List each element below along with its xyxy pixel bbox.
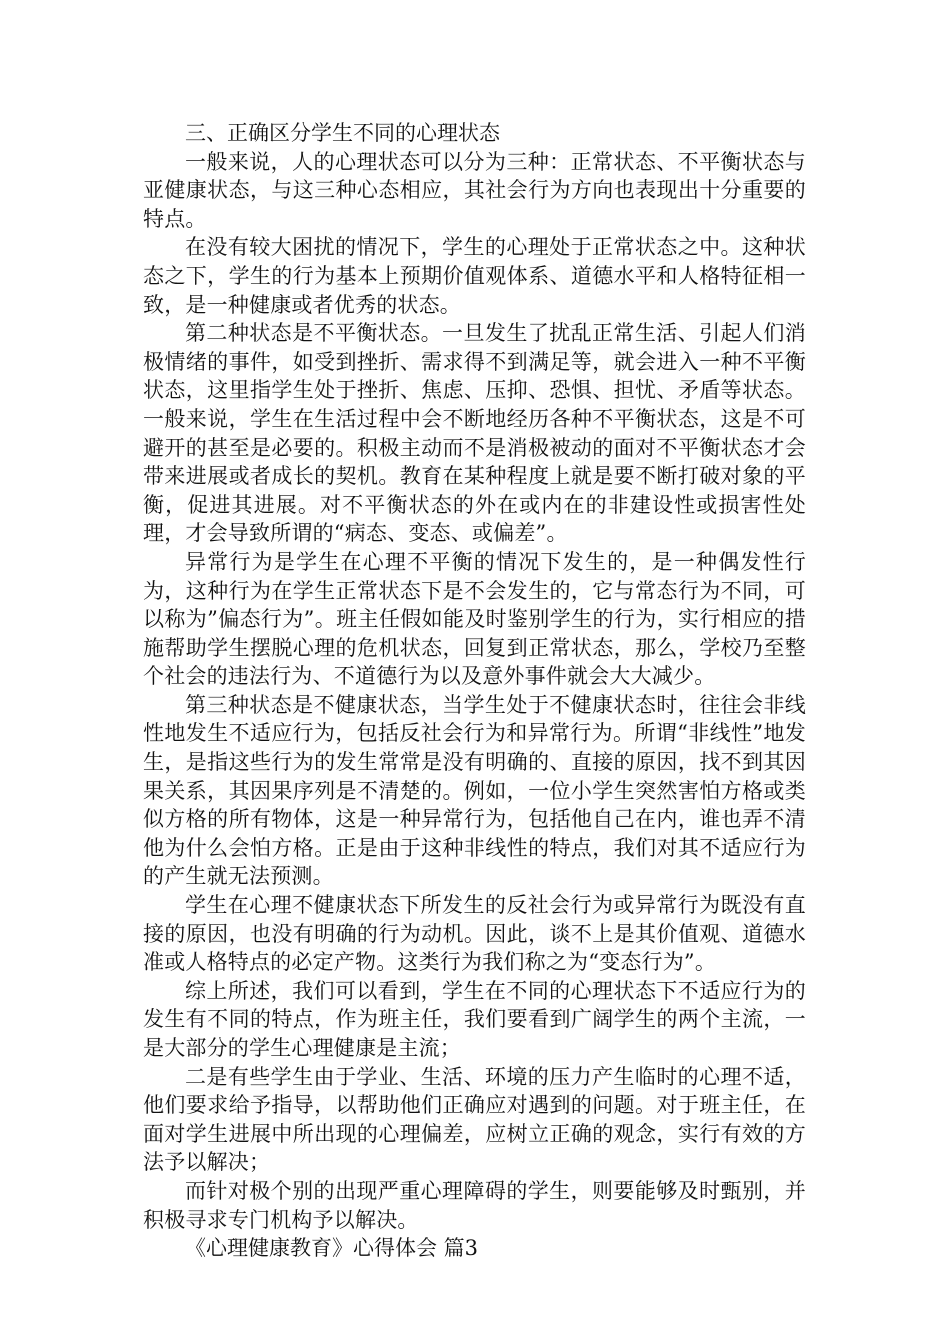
paragraph-unhealthy-state: 第三种状态是不健康状态，当学生处于不健康状态时，往往会非线性地发生不适应行为，包括反社会行为和异常行为。所谓“非线性”地发生，是指这些行为的发生常常是没有明确的、直接的原因，找不到其因果关系，其因果序列是不清楚的。例如，一位小学生突然害怕方格或类似方格的所有物体，这是一种异常行为，包括他自己在内，谁也弄不清他为什么会怕方格。正是由于这种非线性的特点，我们对其不适应行为的产生就无法预测。	[143, 692, 806, 889]
paragraph-three-states: 一般来说，人的心理状态可以分为三种：正常状态、不平衡状态与亚健康状态，与这三种心态相应，其社会行为方向也表现出十分重要的特点。	[143, 149, 806, 231]
paragraph-summary: 综上所述，我们可以看到，学生在不同的心理状态下不适应行为的发生有不同的特点，作为班主任，我们要看到广阔学生的两个主流，一是大部分的学生心理健康是主流；	[143, 978, 806, 1060]
document-body	[143, 119, 806, 1263]
paragraph-unbalanced-state: 第二种状态是不平衡状态。一旦发生了扰乱正常生活、引起人们消极情绪的事件，如受到挫折、需求得不到满足等，就会进入一种不平衡状态，这里指学生处于挫折、焦虑、压抑、恐惧、担忧、矛盾等状态。一般来说，学生在生活过程中会不断地经历各种不平衡状态，这是不可避开的甚至是必要的。积极主动而不是消极被动的面对不平衡状态才会带来进展或者成长的契机。教育在某种程度上就是要不断打破对象的平衡，促进其进展。对不平衡状态的外在或内在的非建设性或损害性处理，才会导致所谓的“病态、变态、或偏差”。	[143, 321, 806, 546]
paragraph-normal-state: 在没有较大困扰的情况下，学生的心理处于正常状态之中。这种状态之下，学生的行为基本上预期价值观体系、道德水平和人格特征相一致，是一种健康或者优秀的状态。	[143, 235, 806, 317]
paragraph-guidance: 二是有些学生由于学业、生活、环境的压力产生临时的心理不适，他们要求给予指导，以帮助他们正确应对遇到的问题。对于班主任，在面对学生进展中所出现的心理偏差，应树立正确的观念，实行有效的方法予以解决；	[143, 1064, 806, 1175]
next-article-title: 《心理健康教育》心得体会 篇3	[185, 1236, 479, 1261]
section-heading: 三、正确区分学生不同的心理状态	[185, 121, 500, 145]
paragraph-abnormal-behavior: 异常行为是学生在心理不平衡的情况下发生的，是一种偶发性行为，这种行为在学生正常状态下是不会发生的，它与常态行为不同，可以称为”偏态行为”。班主任假如能及时鉴别学生的行为，实行相应的措施帮助学生摆脱心理的危机状态，回复到正常状态，那么，学校乃至整个社会的违法行为、不道德行为以及意外事件就会大大减少。	[143, 549, 806, 689]
paragraph-deviant-behavior: 学生在心理不健康状态下所发生的反社会行为或异常行为既没有直接的原因，也没有明确的行为动机。因此，谈不上是其价值观、道德水准或人格特点的必定产物。这类行为我们称之为“变态行为”。	[143, 893, 806, 975]
paragraph-special-cases: 而针对极个别的出现严重心理障碍的学生，则要能够及时甄别，并积极寻求专门机构予以解决。	[143, 1178, 806, 1232]
